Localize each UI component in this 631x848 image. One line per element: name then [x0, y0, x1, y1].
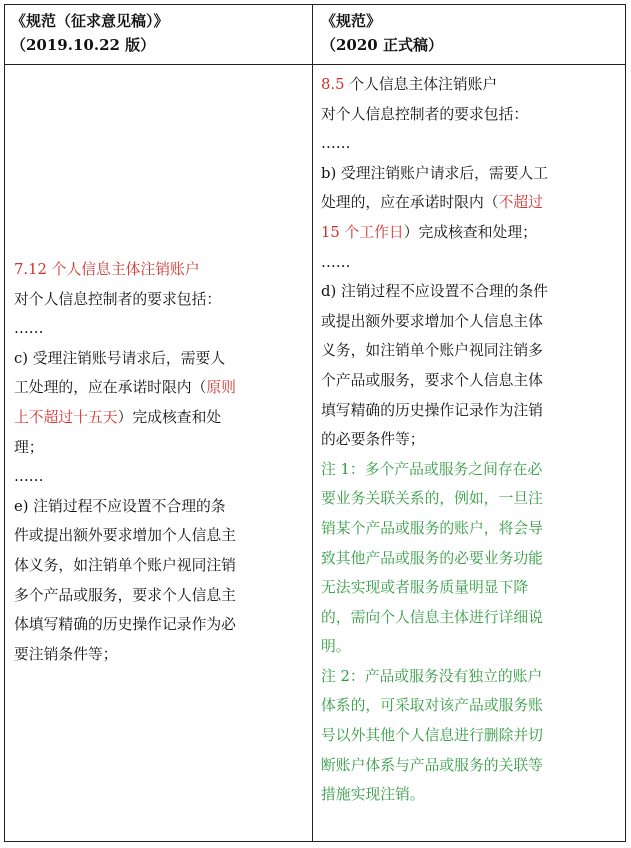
right-column-text: d) 注销过程不应设置不合理的条件 — [321, 283, 549, 301]
right-column-text: 号以外其他个人信息进行删除并切 — [321, 727, 543, 745]
right-column-text: b) 受理注销账户请求后，需要人工 — [321, 164, 549, 182]
right-column-line — [321, 780, 621, 810]
right-column-text: 处理的，应在承诺时限内（ — [321, 194, 499, 212]
right-column-line — [321, 129, 621, 159]
right-column-text: 个人信息主体注销账户 — [344, 76, 498, 93]
left-column-text: e) 注销过程不应设置不合理的条 — [14, 497, 226, 515]
right-column-line — [321, 484, 621, 514]
header-right-cell — [321, 9, 443, 57]
comparison-table — [4, 4, 626, 842]
left-column-text: 工处理的，应在承诺时限内（ — [14, 379, 207, 397]
column-divider — [312, 5, 313, 841]
right-column-text: 无法实现或者服务质量明显下降 — [321, 579, 529, 597]
right-column-line — [321, 248, 621, 278]
left-column-text: 体填写精确的历史操作记录作为必 — [14, 616, 236, 634]
right-column-text: 断账户体系与产品或服务的关联等 — [321, 756, 543, 774]
right-column-line — [321, 544, 621, 574]
left-column-text: ）完成核查和处 — [117, 408, 222, 426]
left-column-line — [14, 433, 306, 463]
right-column-line — [321, 336, 621, 366]
right-column-text: ）完成核查和处理； — [403, 223, 537, 241]
right-column-line — [321, 100, 621, 130]
right-column-line — [321, 603, 621, 633]
left-column-line — [14, 314, 306, 344]
table-header — [5, 5, 625, 65]
left-column-text: 7.12 个人信息主体注销账户 — [14, 261, 200, 278]
left-column-line — [14, 492, 306, 522]
left-column-text: 理； — [14, 438, 44, 456]
right-column-line — [321, 751, 621, 781]
left-column-text: c) 受理注销账号请求后，需要人 — [14, 349, 226, 367]
left-column-line — [14, 403, 306, 433]
right-column-text: 体系的，可采取对该产品或服务账 — [321, 697, 543, 715]
left-column-line — [14, 551, 306, 581]
right-column-text: 注 2：产品或服务没有独立的账户 — [321, 667, 543, 685]
left-column-line — [14, 640, 306, 670]
left-column-line — [14, 255, 306, 285]
right-column-line — [321, 307, 621, 337]
left-column-line — [14, 521, 306, 551]
right-column-text: 销某个产品或服务的账户，将会导 — [321, 519, 543, 537]
left-column-text: 要注销条件等； — [14, 645, 118, 663]
left-column-text: …… — [14, 468, 44, 486]
right-column-text: 的必要条件等； — [321, 431, 425, 449]
left-column-text: 体义务，如注销单个账户视同注销 — [14, 556, 236, 574]
right-column-line — [321, 573, 621, 603]
left-column-text: 多个产品或服务，要求个人信息主 — [14, 586, 236, 604]
right-column-line — [321, 425, 621, 455]
right-column-text: 个产品或服务，要求个人信息主体 — [321, 371, 543, 389]
left-column-text: 上不超过十五天 — [14, 408, 118, 426]
left-column-text: 原则 — [206, 379, 236, 397]
header-right-subtitle: （2020 正式稿） — [321, 36, 443, 54]
right-column-text: 15 个工作日 — [321, 223, 404, 241]
right-column-text: 注 1：多个产品或服务之间存在必 — [321, 460, 543, 478]
right-column-text: 填写精确的历史操作记录作为注销 — [321, 401, 543, 419]
right-column-text: 要业务关联关系的，例如，一旦注 — [321, 490, 543, 508]
left-column-body — [14, 255, 306, 669]
left-column-line — [14, 462, 306, 492]
header-right-title: 《规范》 — [321, 12, 382, 30]
right-column-text: …… — [321, 135, 351, 153]
left-column-line — [14, 285, 306, 315]
right-column-line — [321, 159, 621, 189]
right-column-text: 或提出额外要求增加个人信息主体 — [321, 312, 543, 330]
right-column-line — [321, 662, 621, 692]
right-column-text: 不超过 — [498, 194, 543, 212]
right-column-line — [321, 721, 621, 751]
right-column-text: …… — [321, 253, 351, 271]
right-column-text: 义务，如注销单个账户视同注销多 — [321, 342, 543, 360]
right-column-text: 明。 — [321, 638, 351, 656]
right-column-line — [321, 70, 621, 100]
right-column-line — [321, 277, 621, 307]
right-column-line — [321, 188, 621, 218]
right-column-line — [321, 218, 621, 248]
right-column-line — [321, 396, 621, 426]
left-column-text: 件或提出额外要求增加个人信息主 — [14, 527, 236, 545]
header-left-subtitle: （2019.10.22 版） — [11, 36, 156, 54]
right-column-line — [321, 455, 621, 485]
header-left-title: 《规范（征求意见稿）》 — [11, 12, 169, 30]
right-column-text: 致其他产品或服务的必要业务功能 — [321, 549, 543, 567]
right-column-text: 的，需向个人信息主体进行详细说 — [321, 608, 543, 626]
right-column-line — [321, 632, 621, 662]
right-column-text: 措施实现注销。 — [321, 786, 425, 804]
left-column-line — [14, 610, 306, 640]
right-column-line — [321, 366, 621, 396]
right-column-line — [321, 514, 621, 544]
right-column-body — [321, 70, 621, 810]
left-column-text: …… — [14, 320, 44, 338]
header-left-cell — [11, 9, 169, 57]
right-column-line — [321, 691, 621, 721]
left-column-line — [14, 344, 306, 374]
right-column-text: 对个人信息控制者的要求包括： — [321, 105, 529, 123]
right-column-text: 8.5 — [321, 76, 345, 93]
left-column-line — [14, 373, 306, 403]
left-column-line — [14, 581, 306, 611]
left-column-text: 对个人信息控制者的要求包括： — [14, 290, 222, 308]
